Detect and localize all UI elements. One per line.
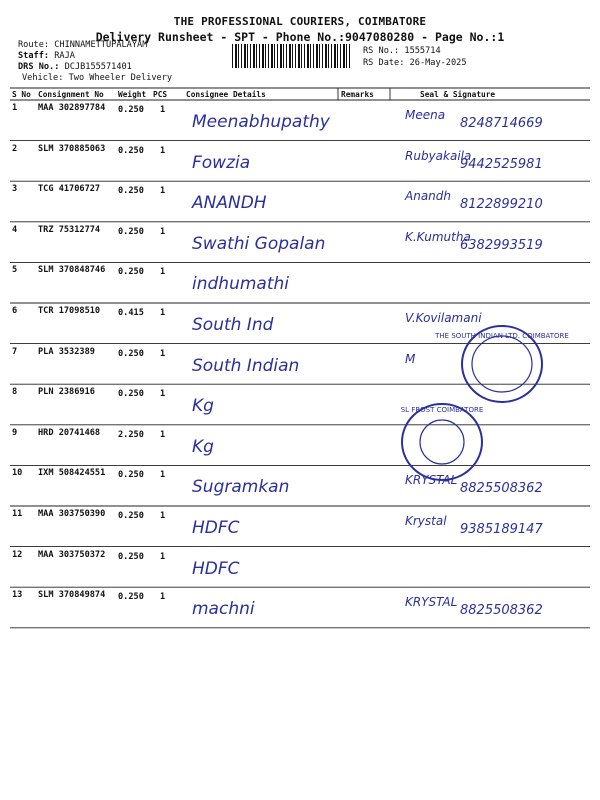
row-weight: 0.250 — [118, 551, 144, 562]
vehicle-label: Vehicle: — [22, 73, 64, 83]
consignment-number: PLN 2386916 — [38, 387, 95, 398]
row-serial: 12 — [12, 549, 23, 560]
signature-handwritten: V.Kovilamani — [405, 311, 482, 325]
consignee-handwritten: Sugramkan — [192, 477, 290, 498]
runsheet-subtitle: Delivery Runsheet - SPT - Phone No.:9047080280 - Page No.:1 — [95, 30, 505, 44]
consignee-handwritten: Meenabhupathy — [192, 112, 330, 132]
row-serial: 6 — [12, 306, 18, 316]
staff-line — [18, 51, 75, 61]
signature-phone: 8248714669 — [460, 116, 543, 131]
column-header: Seal & Signature — [420, 90, 496, 99]
company-stamp-1 — [435, 322, 569, 408]
staff-value: RAJA — [54, 51, 75, 61]
signature-handwritten: K.Kumutha — [405, 229, 471, 244]
signature-handwritten: Krystal — [405, 514, 447, 528]
row-serial: 9 — [12, 427, 18, 438]
route-label: Route: — [18, 40, 50, 50]
row-pieces: 1 — [160, 389, 166, 400]
signature-phone: 9385189147 — [460, 522, 543, 537]
column-header: Remarks — [341, 90, 374, 99]
row-serial: 1 — [12, 103, 18, 113]
row-serial: 13 — [12, 590, 23, 601]
staff-label: Staff: — [18, 51, 50, 61]
row-pieces: 1 — [160, 186, 166, 197]
consignee-handwritten: indhumathi — [192, 274, 289, 295]
row-serial: 10 — [12, 468, 23, 479]
consignment-number: MAA 303750390 — [38, 509, 106, 519]
row-weight: 0.250 — [118, 105, 144, 115]
row-weight: 0.415 — [118, 308, 144, 318]
consignment-number: IXM 508424551 — [38, 468, 106, 479]
consignment-number: HRD 20741468 — [38, 427, 101, 438]
consignment-number: SLM 370885063 — [38, 143, 106, 154]
signature-phone: 8825508362 — [460, 481, 543, 497]
row-weight: 2.250 — [118, 429, 144, 440]
route-value: CHINNAMETTUPALAYAM — [54, 40, 148, 50]
rs-date-value: 26-May-2025 — [409, 58, 467, 68]
row-pieces: 1 — [160, 429, 166, 440]
signature-handwritten: Rubyakaila — [405, 148, 472, 163]
consignment-number: MAA 303750372 — [38, 549, 106, 560]
barcode — [232, 44, 350, 68]
vehicle-value: Two Wheeler Delivery — [68, 73, 173, 83]
row-serial: 5 — [12, 265, 18, 276]
row-weight: 0.250 — [118, 186, 144, 197]
consignee-handwritten: HDFC — [192, 558, 240, 579]
row-weight: 0.250 — [118, 511, 144, 521]
consignment-number: TRZ 75312774 — [38, 224, 101, 235]
row-weight: 0.250 — [118, 145, 144, 156]
drs-label: DRS No.: — [18, 62, 60, 72]
row-weight: 0.250 — [118, 592, 144, 603]
signature-handwritten: KRYSTAL — [405, 473, 458, 488]
row-pieces: 1 — [160, 551, 166, 562]
row-serial: 4 — [12, 224, 18, 235]
consignee-handwritten: Fowzia — [192, 152, 251, 173]
signature-handwritten: KRYSTAL — [405, 595, 458, 610]
consignment-number: MAA 302897784 — [38, 103, 106, 113]
rs-date-label: RS Date: — [363, 58, 405, 68]
row-weight: 0.250 — [118, 470, 144, 481]
row-serial: 11 — [12, 509, 23, 519]
row-pieces: 1 — [160, 511, 166, 521]
signature-handwritten: M — [405, 351, 416, 366]
consignment-number: TCR 17098510 — [38, 306, 101, 316]
rs-no-line — [363, 46, 441, 56]
signature-phone: 9442525981 — [460, 156, 543, 172]
column-header: S No — [12, 90, 31, 99]
row-pieces: 1 — [160, 105, 166, 115]
consignment-number: SLM 370849874 — [38, 590, 106, 601]
row-pieces: 1 — [160, 348, 166, 359]
row-pieces: 1 — [160, 592, 166, 603]
consignment-number: PLA 3532389 — [38, 346, 95, 357]
consignment-number: SLM 370848746 — [38, 265, 106, 276]
row-serial: 2 — [12, 143, 18, 154]
stamp-1-text: THE SOUTH INDIAN LTD. COIMBATORE — [435, 332, 569, 340]
consignment-number: TCG 41706727 — [38, 184, 101, 195]
vehicle-line — [22, 73, 172, 83]
signature-handwritten: Meena — [405, 108, 446, 122]
rs-no-label: RS No.: — [363, 46, 400, 56]
row-pieces: 1 — [160, 226, 166, 237]
row-weight: 0.250 — [118, 389, 144, 400]
column-header: Weight — [118, 90, 147, 99]
column-header: PCS — [153, 90, 168, 99]
stamp-2-text: SL FROST COIMBATORE — [400, 406, 484, 414]
drs-value: DCJB155571401 — [64, 62, 132, 72]
route-line — [18, 40, 147, 50]
consignee-handwritten: Swathi Gopalan — [192, 233, 326, 254]
row-serial: 8 — [12, 387, 18, 398]
signature-phone: 6382993519 — [460, 237, 543, 253]
drs-line — [18, 62, 132, 72]
consignee-handwritten: machni — [192, 599, 255, 620]
row-weight: 0.250 — [118, 348, 144, 359]
row-pieces: 1 — [160, 308, 166, 318]
rs-no-value: 1555714 — [404, 46, 441, 56]
rs-date-line — [363, 58, 467, 68]
row-pieces: 1 — [160, 145, 166, 156]
column-header: Consignee Details — [186, 90, 266, 99]
row-serial: 3 — [12, 184, 18, 195]
consignee-handwritten: South Indian — [192, 355, 300, 376]
consignee-handwritten: HDFC — [192, 518, 240, 538]
row-pieces: 1 — [160, 470, 166, 481]
consignee-handwritten: Kg — [192, 436, 214, 457]
company-title: THE PROFESSIONAL COURIERS, COIMBATORE — [173, 15, 427, 28]
row-weight: 0.250 — [118, 226, 144, 237]
signature-phone: 8825508362 — [460, 603, 543, 619]
signature-handwritten: Anandh — [405, 189, 451, 204]
consignee-handwritten: Kg — [192, 396, 214, 417]
signature-phone: 8122899210 — [460, 197, 543, 213]
consignee-handwritten: South Ind — [192, 315, 274, 335]
row-pieces: 1 — [160, 267, 166, 278]
column-header: Consignment No — [38, 90, 104, 99]
company-stamp-2 — [396, 398, 488, 484]
row-weight: 0.250 — [118, 267, 144, 278]
consignee-handwritten: ANANDH — [192, 193, 267, 214]
row-serial: 7 — [12, 346, 18, 357]
